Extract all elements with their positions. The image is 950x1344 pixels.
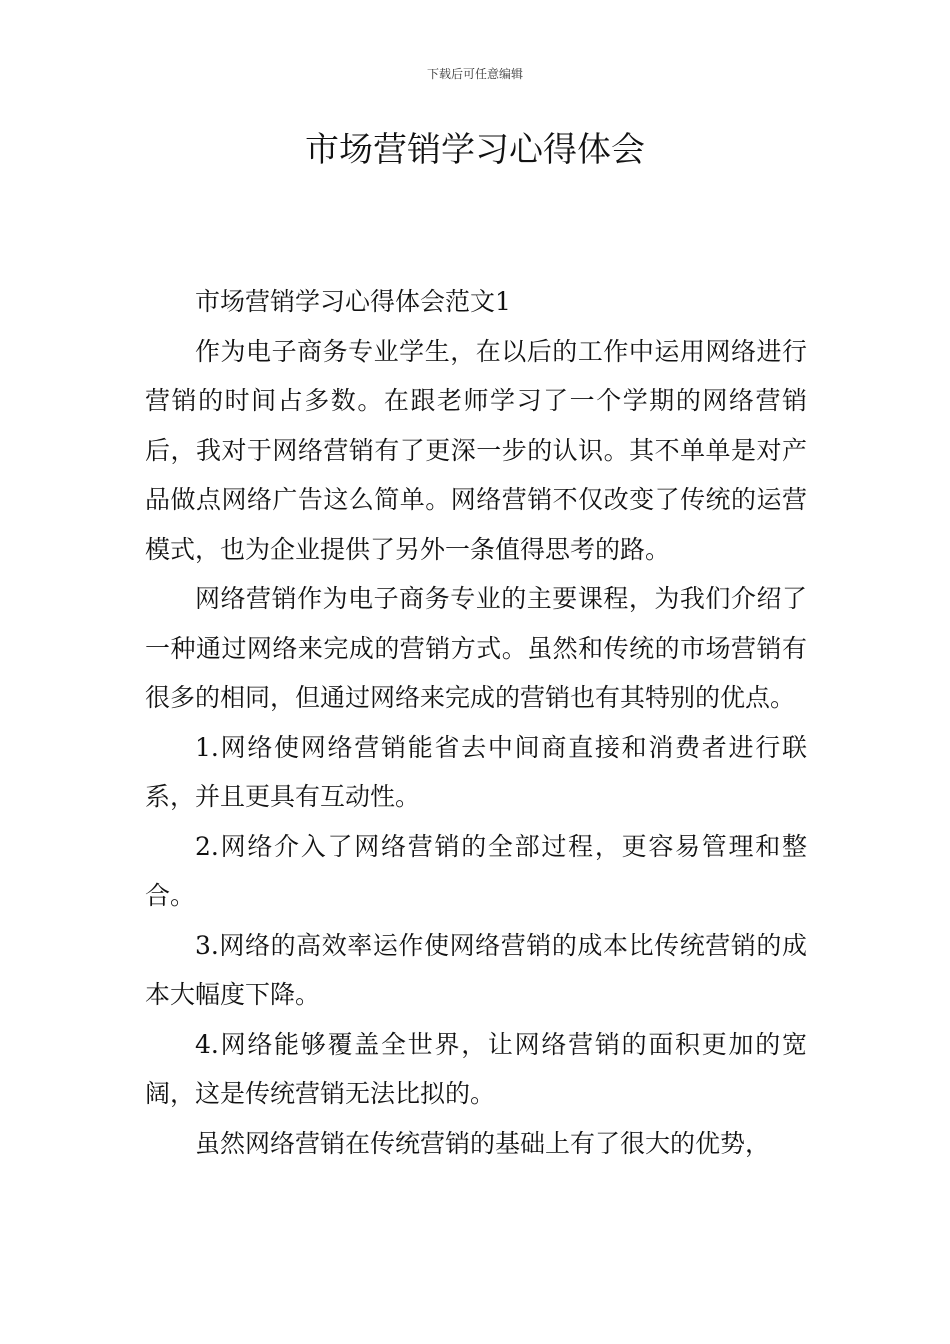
paragraph: 网络营销作为电子商务专业的主要课程，为我们介绍了一种通过网络来完成的营销方式。虽然和传统的市场营销有很多的相同，但通过网络来完成的营销也有其特别的优点。 [145, 584, 807, 712]
paragraph: 虽然网络营销在传统营销的基础上有了很大的优势， [195, 1128, 771, 1158]
section-heading: 市场营销学习心得体会范文1 [195, 287, 511, 316]
list-item: 2.网络介入了网络营销的全部过程，更容易管理和整合。 [145, 831, 807, 910]
list-item: 3.网络的高效率运作使网络营销的成本比传统营销的成本大幅度下降。 [145, 930, 807, 1009]
document-title: 市场营销学习心得体会 [305, 130, 645, 170]
header-note: 下载后可任意编辑 [426, 67, 523, 81]
document-body [145, 277, 807, 1168]
paragraph: 作为电子商务专业学生，在以后的工作中运用网络进行营销的时间占多数。在跟老师学习了一个学期的网络营销后，我对于网络营销有了更深一步的认识。其不单单是对产品做点网络广告这么简单。网络营销不仅改变了传统的运营模式，也为企业提供了另外一条值得思考的路。 [145, 336, 807, 564]
list-item: 4.网络能够覆盖全世界，让网络营销的面积更加的宽阔，这是传统营销无法比拟的。 [145, 1029, 807, 1108]
list-item: 1.网络使网络营销能省去中间商直接和消费者进行联系，并且更具有互动性。 [145, 732, 807, 811]
